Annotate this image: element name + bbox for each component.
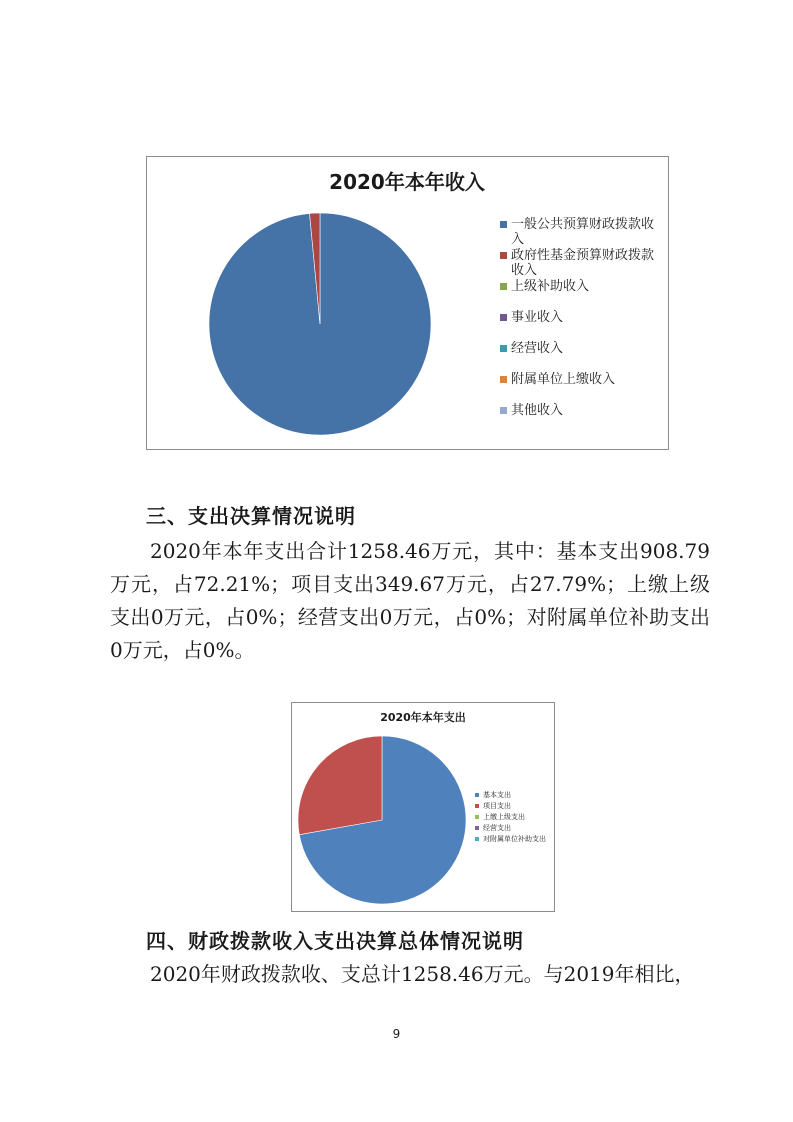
pie-slice xyxy=(298,736,382,835)
legend-swatch xyxy=(500,407,507,414)
legend-entry: 基本支出 xyxy=(483,791,511,799)
legend-entry: 事业收入 xyxy=(511,310,564,325)
legend-entry: 经营支出 xyxy=(483,824,511,832)
legend-swatch xyxy=(500,314,507,321)
legend-entry: 上缴上级支出 xyxy=(483,813,525,821)
legend-swatch xyxy=(500,376,507,383)
legend-entry: 其他收入 xyxy=(511,403,564,418)
legend-swatch xyxy=(475,793,479,797)
page-number: 9 xyxy=(392,1027,401,1041)
fiscal-appropriation-paragraph: 2020年财政拨款收、支总计1258.46万元。与2019年相比， xyxy=(150,962,695,986)
legend-swatch xyxy=(500,221,507,228)
chart-title: 2020年本年支出 xyxy=(380,711,466,724)
legend-swatch xyxy=(475,826,479,830)
legend-entry: 项目支出 xyxy=(483,802,511,810)
legend-swatch xyxy=(475,815,479,819)
legend-entry: 对附属单位补助支出 xyxy=(483,835,546,843)
section-heading-fiscal-appropriation: 四、财政拨款收入支出决算总体情况说明 xyxy=(146,929,524,953)
legend-entry: 上级补助收入 xyxy=(511,279,590,294)
legend-entry: 一般公共预算财政拨款收入 xyxy=(511,217,655,247)
expenditure-pie-chart xyxy=(291,702,555,912)
income-pie-chart xyxy=(146,156,669,450)
expenditure-paragraph: 2020年本年支出合计1258.46万元，其中：基本支出908.79万元，占72.21%；项目支出349.67万元，占27.79%；上缴上级支出0万元，占0%；经营支出0万元，占0%；对附属单位补助支出0万元，占0%。 xyxy=(110,539,710,662)
legend-swatch xyxy=(475,837,479,841)
income-pie-svg xyxy=(147,157,668,449)
section-heading-expenditure: 三、支出决算情况说明 xyxy=(146,504,356,528)
legend-entry: 政府性基金预算财政拨款收入 xyxy=(511,248,655,278)
chart-title: 2020年本年收入 xyxy=(329,170,485,194)
legend-entry: 经营收入 xyxy=(511,341,564,356)
expenditure-pie-svg xyxy=(292,703,554,911)
legend-entry: 附属单位上缴收入 xyxy=(511,372,616,387)
legend-swatch xyxy=(475,804,479,808)
legend-swatch xyxy=(500,283,507,290)
legend-swatch xyxy=(500,252,507,259)
legend-swatch xyxy=(500,345,507,352)
